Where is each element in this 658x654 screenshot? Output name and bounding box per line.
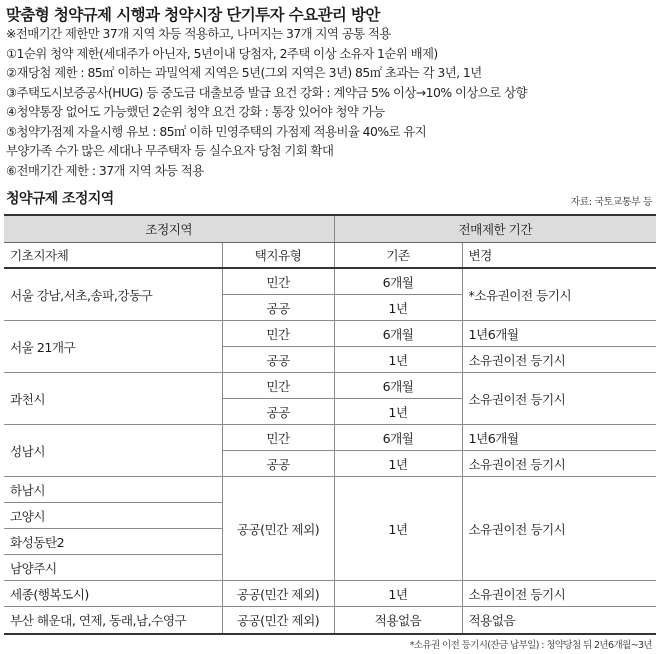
region-cell: 고양시 [4, 502, 222, 528]
land-type-cell: 공공(민간 제외) [222, 580, 334, 606]
regulation-table [4, 214, 656, 635]
changed-period-cell: 1년6개월 [462, 424, 656, 450]
changed-period-cell: *소유권이전 등기시 [462, 268, 656, 320]
table-column-header-row [4, 242, 656, 268]
current-period-cell: 6개월 [334, 268, 462, 294]
table-row [4, 476, 656, 502]
land-type-cell: 민간 [222, 372, 334, 398]
note-line: ⑥전매기간 제한 : 37개 지역 차등 적용 [6, 162, 204, 178]
current-period-cell: 6개월 [334, 372, 462, 398]
table-row [4, 268, 656, 294]
current-period-cell: 1년 [334, 346, 462, 372]
section-title: 청약규제 조정지역 [6, 191, 114, 207]
column-header-current: 기존 [334, 242, 462, 268]
changed-period-cell: 소유권이전 등기시 [462, 580, 656, 606]
table-row [4, 320, 656, 346]
group-header-region: 조정지역 [4, 215, 334, 242]
column-header-local-gov: 기초지자체 [4, 242, 222, 268]
current-period-cell: 1년 [334, 476, 462, 580]
land-type-cell: 공공 [222, 346, 334, 372]
region-cell: 성남시 [4, 424, 222, 476]
changed-period-cell: 소유권이전 등기시 [462, 476, 656, 580]
note-line: ⑤청약가점제 자율시행 유보 : 85㎡ 이하 민영주택의 가점제 적용비율 40%로 유지 [6, 123, 427, 139]
note-line: ②재당첨 제한 : 85㎡ 이하는 과밀억제 지역은 5년(그외 지역은 3년) 85㎡ 초과는 각 3년, 1년 [6, 65, 482, 80]
column-header-land-type: 택지유형 [222, 242, 334, 268]
current-period-cell: 1년 [334, 580, 462, 606]
current-period-cell: 1년 [334, 450, 462, 476]
policy-notes [6, 24, 656, 180]
land-type-cell: 공공 [222, 294, 334, 320]
region-cell: 하남시 [4, 476, 222, 502]
current-period-cell: 1년 [334, 294, 462, 320]
note-line: ①1순위 청약 제한(세대주가 아닌자, 5년이내 당첨자, 2주택 이상 소유자 1순위 배제) [6, 45, 438, 61]
land-type-cell: 공공 [222, 450, 334, 476]
region-cell: 서울 21개구 [4, 320, 222, 372]
region-cell: 남양주시 [4, 554, 222, 580]
table-row [4, 606, 656, 634]
table-row [4, 580, 656, 606]
table-row [4, 372, 656, 398]
table-footnote: *소유권 이전 등기시(잔금 납부일) : 청약당첨 뒤 2년6개월~3년 [409, 640, 652, 651]
land-type-cell: 공공(민간 제외) [222, 606, 334, 634]
current-period-cell: 적용없음 [334, 606, 462, 634]
current-period-cell: 6개월 [334, 424, 462, 450]
region-cell: 화성동탄2 [4, 528, 222, 554]
table-row [4, 424, 656, 450]
land-type-cell: 민간 [222, 320, 334, 346]
changed-period-cell: 소유권이전 등기시 [462, 346, 656, 372]
note-line: 부양가족 수가 많은 세대나 무주택자 등 실수요자 당첨 기회 확대 [6, 143, 334, 158]
current-period-cell: 6개월 [334, 320, 462, 346]
note-line: ③주택도시보증공사(HUG) 등 중도금 대출보증 발급 요건 강화 : 계약금 5% 이상→10% 이상으로 상향 [6, 84, 527, 100]
source-credit: 자료: 국토교통부 등 [570, 197, 652, 208]
land-type-cell: 공공(민간 제외) [222, 476, 334, 580]
region-cell: 서울 강남,서초,송파,강동구 [4, 268, 222, 320]
table-group-header-row [4, 215, 656, 242]
region-cell: 과천시 [4, 372, 222, 424]
note-line: ④청약통장 없어도 가능했던 2순위 청약 요건 강화 : 통장 있어야 청약 가능 [6, 104, 385, 119]
column-header-changed: 변경 [462, 242, 656, 268]
changed-period-cell: 1년6개월 [462, 320, 656, 346]
current-period-cell: 1년 [334, 398, 462, 424]
changed-period-cell: 소유권이전 등기시 [462, 450, 656, 476]
land-type-cell: 공공 [222, 398, 334, 424]
land-type-cell: 민간 [222, 268, 334, 294]
note-line: ※전매기간 제한만 37개 지역 차등 적용하고, 나머지는 37개 지역 공통 적용 [6, 26, 391, 41]
group-header-resale: 전매제한 기간 [334, 215, 656, 242]
headline: 맞춤형 청약규제 시행과 청약시장 단기투자 수요관리 방안 [6, 6, 380, 24]
changed-period-cell: 적용없음 [462, 606, 656, 634]
region-cell: 세종(행복도시) [4, 580, 222, 606]
changed-period-cell: 소유권이전 등기시 [462, 372, 656, 424]
region-cell: 부산 해운대, 연제, 동래,남,수영구 [4, 606, 222, 634]
land-type-cell: 민간 [222, 424, 334, 450]
